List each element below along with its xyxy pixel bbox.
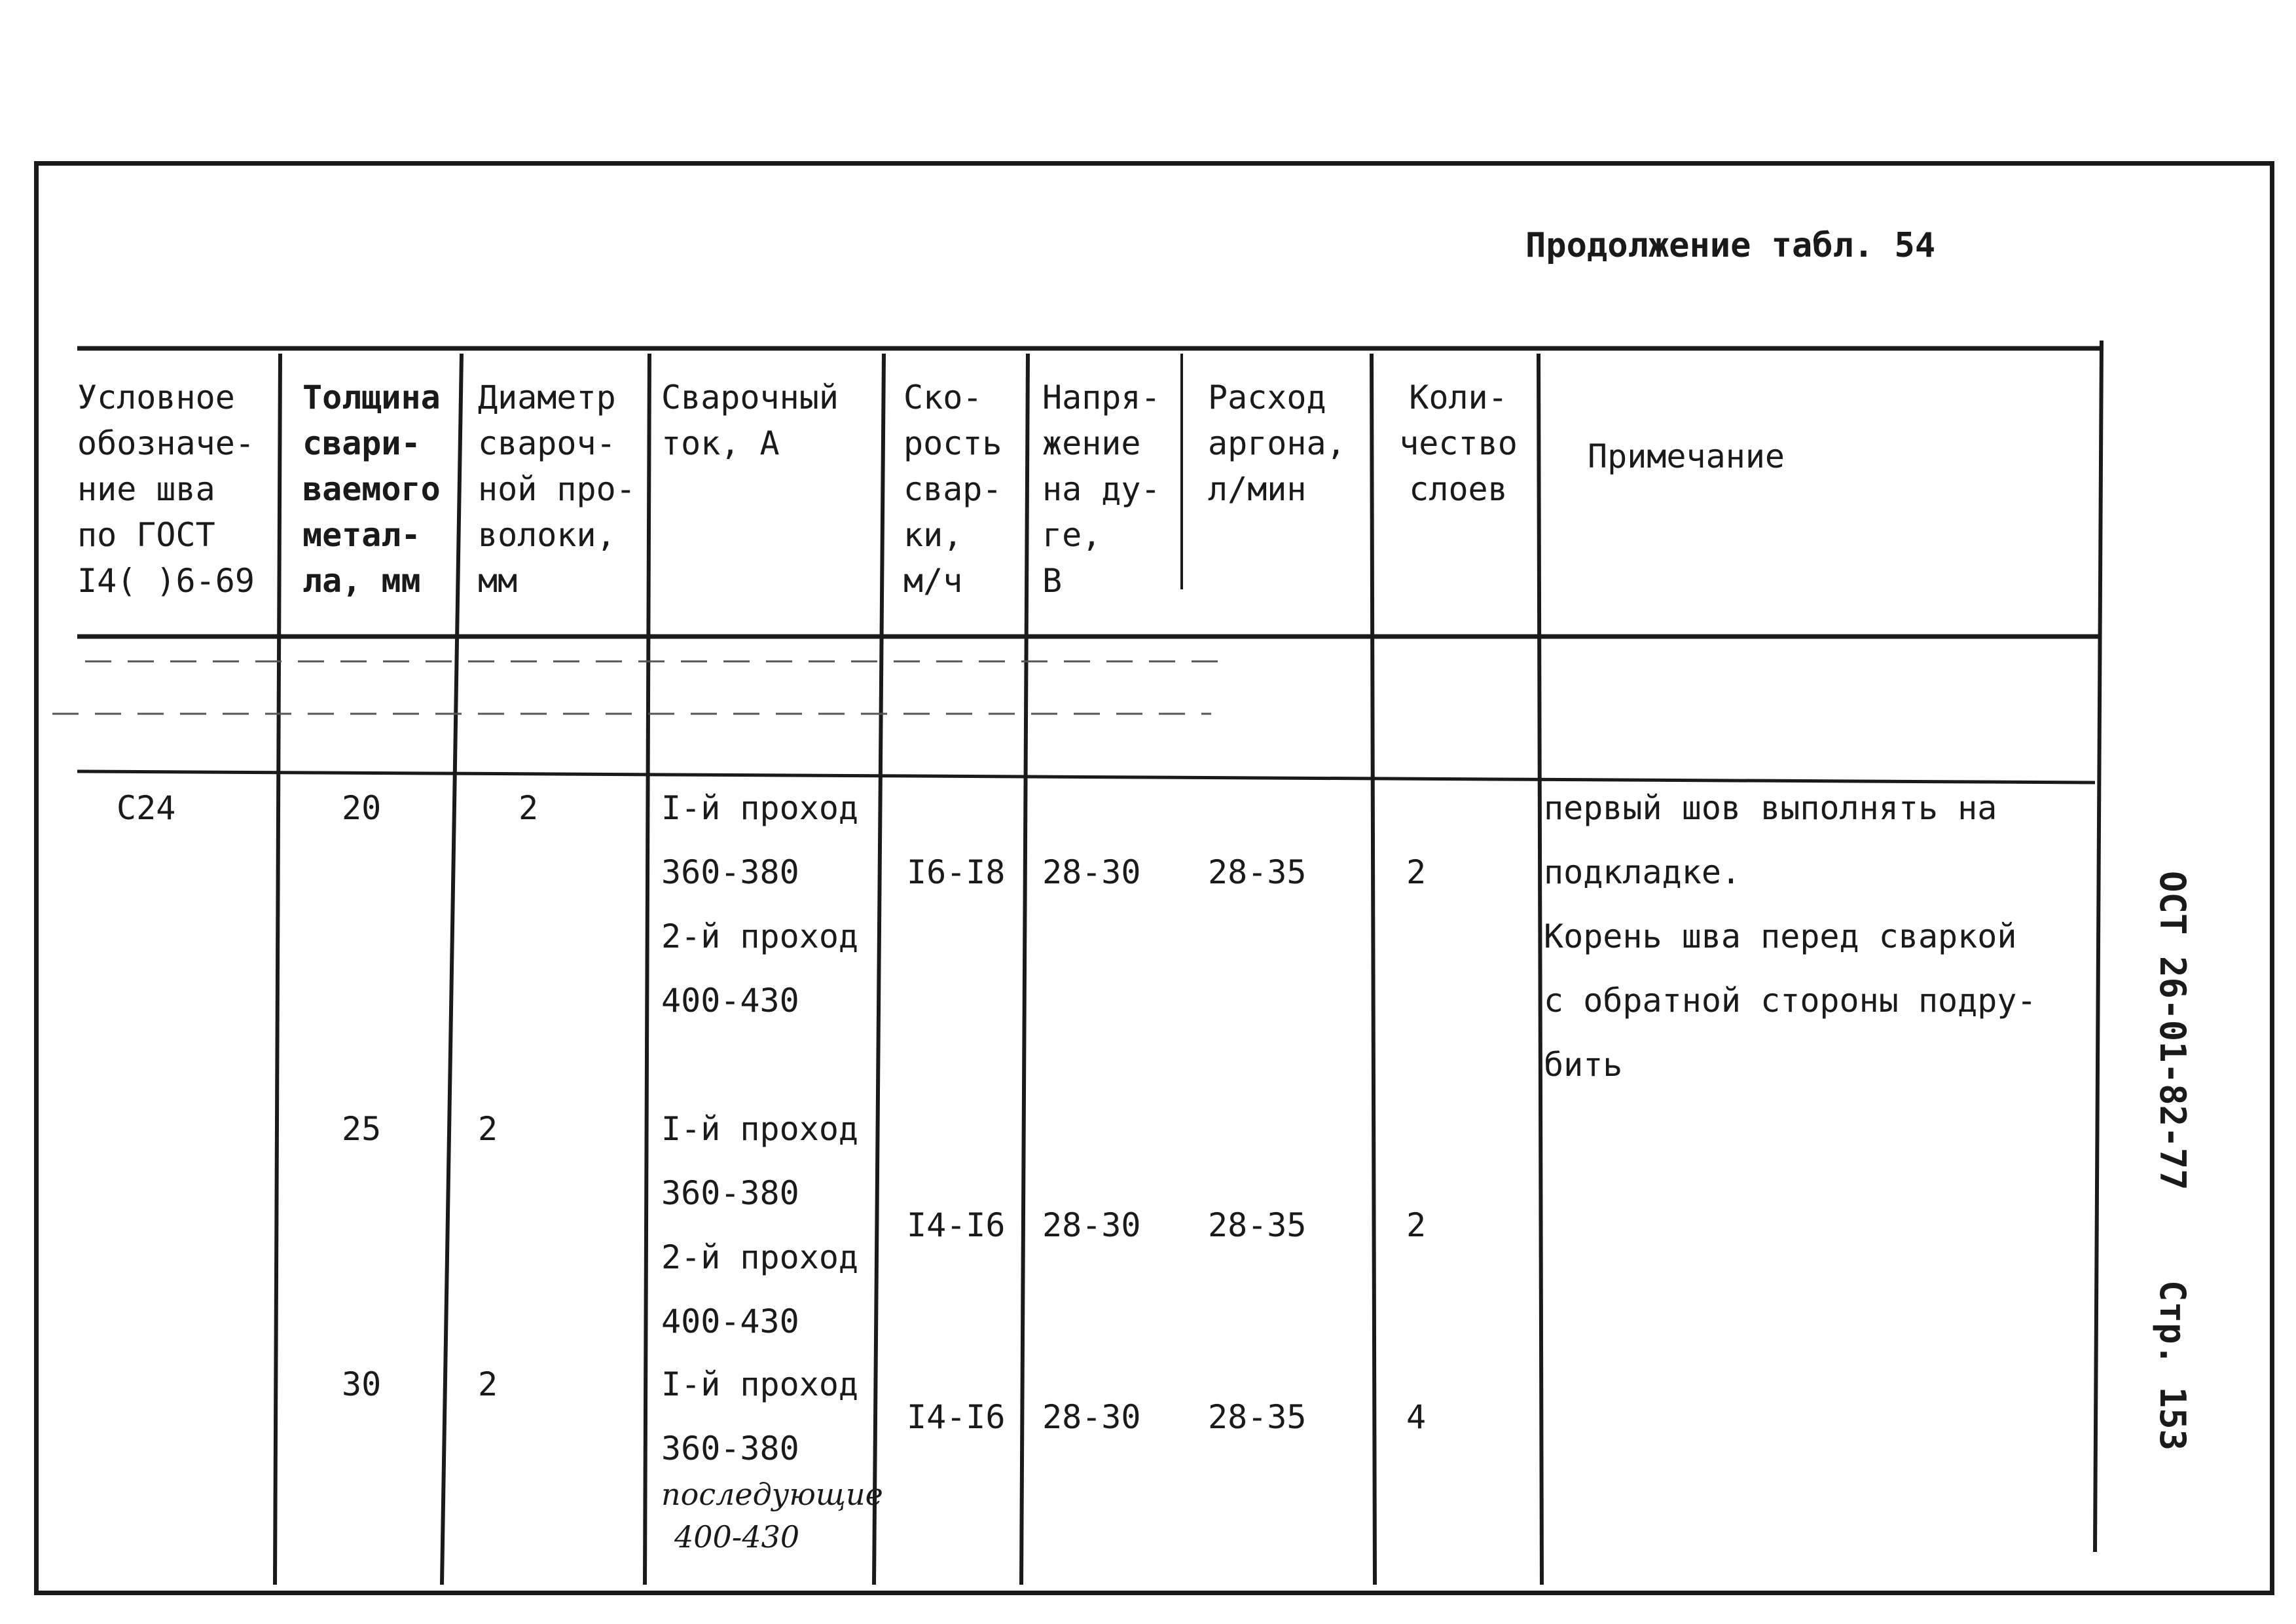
header-speed: Ско- рость свар- ки, м/ч: [903, 378, 1002, 600]
margin-page-number: Стр. 153: [2152, 1280, 2193, 1451]
row2-current: I-й проход 360-380 2-й проход 400-430: [661, 1110, 859, 1340]
header-argon: Расход аргона, л/мин: [1208, 378, 1346, 508]
row2-argon: 28-35: [1208, 1206, 1307, 1244]
row2-diameter: 2: [478, 1110, 498, 1148]
row1-note: первый шов выполнять на подкладке. Корень шва перед сваркой с обратной стороны подру- бить: [1544, 789, 2037, 1084]
row1-diameter: 2: [519, 789, 539, 827]
header-note: Примечание: [1588, 437, 1785, 475]
row1-argon: 28-35: [1208, 853, 1307, 891]
row3-layers: 4: [1406, 1398, 1427, 1436]
table-continuation-label: Продолжение табл. 54: [1525, 226, 1936, 265]
row3-argon: 28-35: [1208, 1398, 1307, 1436]
row2-layers: 2: [1406, 1206, 1427, 1244]
header-current: Сварочный ток, А: [661, 378, 839, 462]
row2-speed: I4-I6: [907, 1206, 1006, 1244]
row2-thickness: 25: [342, 1110, 382, 1148]
row3-voltage: 28-30: [1042, 1398, 1141, 1436]
row1-speed: I6-I8: [907, 853, 1006, 891]
margin-standard-code: ОСТ 26-01-82-77: [2152, 871, 2193, 1190]
row1-designation: С24: [117, 789, 176, 827]
header-layers: Коли- чество слоев: [1399, 378, 1518, 508]
row3-current-handwritten-value: 400-430: [674, 1519, 800, 1555]
row1-voltage: 28-30: [1042, 853, 1141, 891]
row3-thickness: 30: [342, 1365, 382, 1403]
header-designation: Условное обозначе- ние шва по ГОСТ I4( )6-69: [77, 378, 255, 600]
row3-speed: I4-I6: [907, 1398, 1006, 1436]
row1-current: I-й проход 360-380 2-й проход 400-430: [661, 789, 859, 1020]
row3-current-handwritten-next: последующие: [661, 1477, 883, 1512]
header-voltage: Напря- жение на ду- ге, В: [1042, 378, 1161, 600]
row3-current: I-й проход 360-380: [661, 1365, 859, 1467]
header-diameter: Диаметр свароч- ной про- волоки, мм: [478, 378, 636, 600]
header-thickness: Толщина свари- ваемого метал- ла, мм: [302, 378, 441, 600]
row2-voltage: 28-30: [1042, 1206, 1141, 1244]
row1-layers: 2: [1406, 853, 1427, 891]
row3-diameter: 2: [478, 1365, 498, 1403]
row1-thickness: 20: [342, 789, 382, 827]
